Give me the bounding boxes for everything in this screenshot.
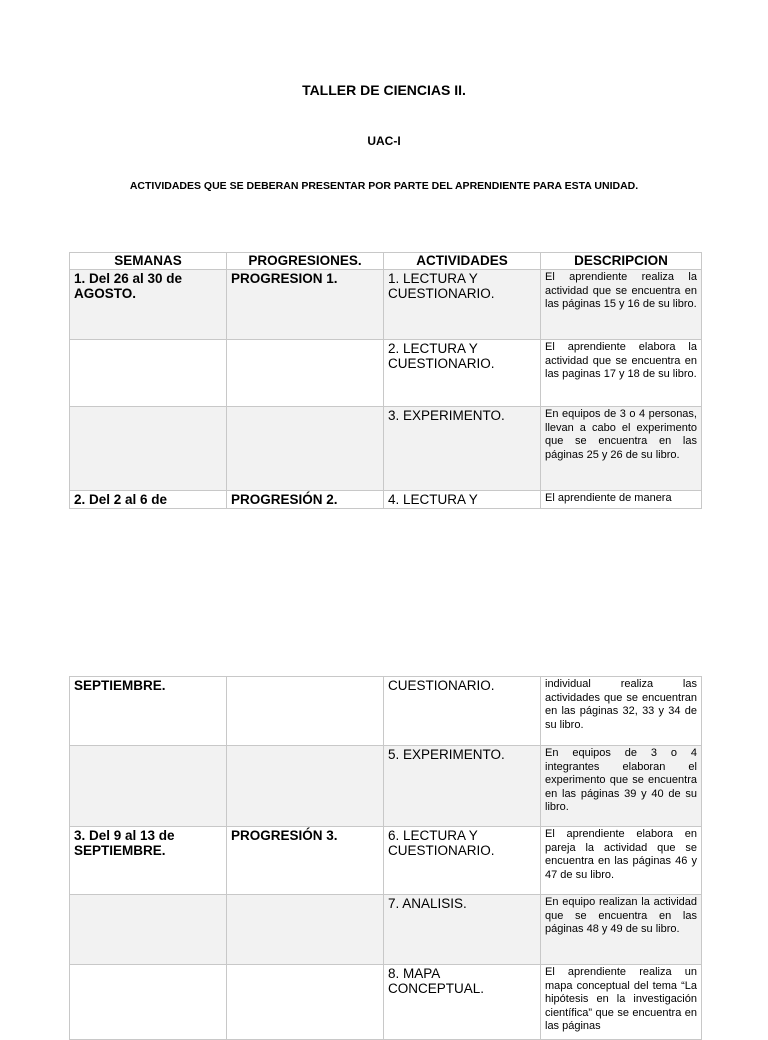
progression-cell <box>227 407 384 491</box>
week-cell <box>70 746 227 827</box>
week-cell: SEPTIEMBRE. <box>70 677 227 746</box>
progression-cell: PROGRESIÓN 2. <box>227 491 384 509</box>
week-cell <box>70 340 227 407</box>
table-row <box>70 270 702 340</box>
activity-cell: 8. MAPA CONCEPTUAL. <box>384 965 541 1040</box>
activity-cell: CUESTIONARIO. <box>384 677 541 746</box>
document-subtitle: UAC-I <box>367 134 401 148</box>
week-cell: 3. Del 9 al 13 de SEPTIEMBRE. <box>70 827 227 895</box>
table-row <box>70 407 702 491</box>
progression-cell <box>227 895 384 965</box>
header-descripcion: DESCRIPCION <box>541 253 702 270</box>
description-cell: El aprendiente de manera <box>541 491 702 509</box>
activity-cell: 6. LECTURA Y CUESTIONARIO. <box>384 827 541 895</box>
description-cell: En equipos de 3 o 4 integrantes elaboran el experimento que se encuentra en las páginas 39 y 40 de su libro. <box>541 746 702 827</box>
description-cell: El aprendiente realiza la actividad que se encuentra en las páginas 15 y 16 de su libro. <box>541 270 702 340</box>
week-cell <box>70 407 227 491</box>
activity-cell: 2. LECTURA Y CUESTIONARIO. <box>384 340 541 407</box>
table-row <box>70 827 702 895</box>
activity-cell: 3. EXPERIMENTO. <box>384 407 541 491</box>
activity-cell: 4. LECTURA Y <box>384 491 541 509</box>
week-cell: 1. Del 26 al 30 de AGOSTO. <box>70 270 227 340</box>
table-row <box>70 677 702 746</box>
table-row <box>70 895 702 965</box>
schedule-table-page-1 <box>69 252 702 509</box>
activity-cell: 1. LECTURA Y CUESTIONARIO. <box>384 270 541 340</box>
table-row <box>70 491 702 509</box>
week-cell: 2. Del 2 al 6 de <box>70 491 227 509</box>
description-cell: El aprendiente elabora la actividad que se encuentra en las paginas 17 y 18 de su libro. <box>541 340 702 407</box>
week-cell <box>70 965 227 1040</box>
progression-cell <box>227 677 384 746</box>
activity-cell: 7. ANALISIS. <box>384 895 541 965</box>
header-actividades: ACTIVIDADES <box>384 253 541 270</box>
description-cell: individual realiza las actividades que se encuentran en las páginas 32, 33 y 34 de su libro. <box>541 677 702 746</box>
progression-cell <box>227 965 384 1040</box>
schedule-table-page-2 <box>69 676 702 1040</box>
description-cell: El aprendiente elabora en pareja la actividad que se encuentra en las páginas 46 y 47 de su libro. <box>541 827 702 895</box>
table-row <box>70 746 702 827</box>
description-cell: En equipo realizan la actividad que se encuentra en las páginas 48 y 49 de su libro. <box>541 895 702 965</box>
table-row <box>70 965 702 1040</box>
table-row <box>70 340 702 407</box>
description-cell: El aprendiente realiza un mapa conceptual del tema “La hipótesis en la investigación científica” que se encuentra en las páginas <box>541 965 702 1040</box>
progression-cell <box>227 340 384 407</box>
week-cell <box>70 895 227 965</box>
document-intro: ACTIVIDADES QUE SE DEBERAN PRESENTAR POR PARTE DEL APRENDIENTE PARA ESTA UNIDAD. <box>129 180 639 192</box>
document-title: TALLER DE CIENCIAS II. <box>302 82 466 98</box>
activity-cell: 5. EXPERIMENTO. <box>384 746 541 827</box>
progression-cell: PROGRESION 1. <box>227 270 384 340</box>
table-header-row <box>70 253 702 270</box>
description-cell: En equipos de 3 o 4 personas, llevan a cabo el experimento que se encuentra en las páginas 25 y 26 de su libro. <box>541 407 702 491</box>
header-progresiones: PROGRESIONES. <box>227 253 384 270</box>
progression-cell: PROGRESIÓN 3. <box>227 827 384 895</box>
progression-cell <box>227 746 384 827</box>
header-semanas: SEMANAS <box>70 253 227 270</box>
